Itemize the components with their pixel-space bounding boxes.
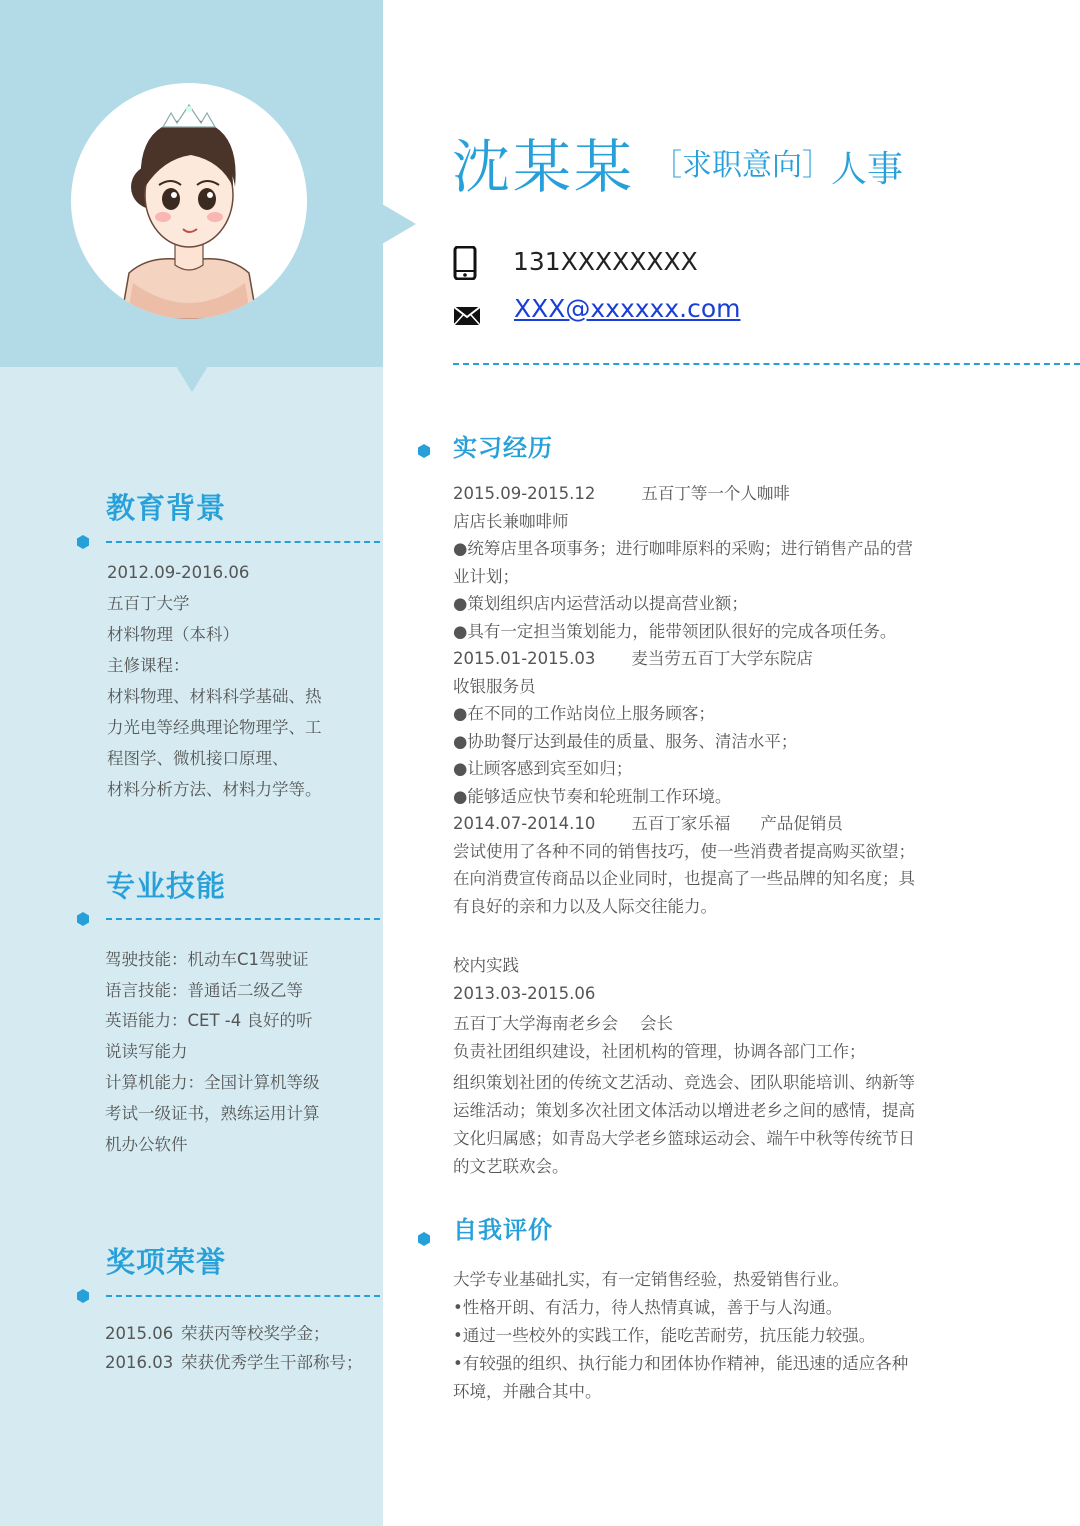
self-eval-line: 大学专业基础扎实，有一定销售经验，热爱销售行业。: [453, 1270, 849, 1289]
campus-practice: [453, 952, 915, 1181]
education-line: 材料分析方法、材料力学等。: [107, 780, 322, 799]
skill-line: 语言技能：普通话二级乙等: [105, 981, 303, 1000]
campus-line: 运维活动；策划多次社团文体活动以增进老乡之间的感情，提高: [453, 1101, 915, 1120]
bullet-icon: ●: [453, 621, 468, 641]
sidebar-pointer-right: [382, 204, 416, 244]
self-eval-content: [453, 1266, 908, 1406]
internship-title: 实习经历: [453, 434, 553, 462]
hexagon-dot-icon: [76, 1289, 90, 1303]
self-eval-line: 环境，并融合其中。: [453, 1382, 602, 1401]
avatar-illustration: [71, 83, 307, 319]
job-header: [453, 810, 915, 838]
campus-line: 组织策划社团的传统文艺活动、竞选会、团队职能培训、纳新等: [453, 1073, 915, 1092]
job-period: 2014.07-2014.10: [453, 814, 596, 833]
job-desc-line: 在向消费宣传商品以企业同时，也提高了一些品牌的知名度；具: [453, 869, 915, 888]
job-bullet-text: 在不同的工作站岗位上服务顾客；: [467, 704, 715, 723]
education-line: 五百丁大学: [107, 594, 190, 613]
job-bullet: [453, 590, 915, 618]
bullet-icon: ●: [453, 786, 468, 806]
job-bullet-continuation: 业计划；: [453, 566, 519, 586]
skills-title: 专业技能: [106, 869, 227, 903]
sidebar-pointer-down: [176, 366, 208, 392]
job-intent-label: ［求职意向］: [652, 148, 832, 183]
honors-title: 奖项荣誉: [106, 1245, 227, 1279]
self-eval-line: •性格开朗、有活力，待人热情真诚，善于与人沟通。: [453, 1298, 843, 1317]
skill-line: 英语能力：CET -4 良好的听: [105, 1011, 313, 1030]
campus-line: 文化归属感；如青岛大学老乡篮球运动会、端午中秋等传统节日: [453, 1129, 915, 1148]
job-bullet: [453, 783, 915, 811]
job-bullet-text: 策划组织店内运营活动以提高营业额；: [467, 594, 748, 613]
job-bullet: [453, 755, 915, 783]
job-period: 2015.09-2015.12: [453, 484, 596, 503]
job-role: 产品促销员: [760, 814, 843, 833]
skills-divider: [76, 912, 380, 926]
education-line: 材料物理（本科）: [107, 625, 239, 644]
hexagon-dot-icon: [417, 1232, 431, 1246]
job-bullet: [453, 700, 915, 728]
header-divider: [453, 363, 1080, 365]
education-divider: [76, 535, 380, 549]
campus-period: 2013.03-2015.06: [453, 983, 596, 1003]
job-role: 店店长兼咖啡师: [453, 511, 569, 531]
job-intent-value: 人事: [831, 149, 904, 190]
bullet-icon: ●: [453, 731, 468, 751]
education-line: 主修课程：: [107, 656, 190, 675]
campus-org: 五百丁大学海南老乡会: [453, 1014, 618, 1033]
job-bullet: [453, 728, 915, 756]
avatar: [71, 83, 307, 319]
self-eval-line: •通过一些校外的实践工作，能吃苦耐劳，抗压能力较强。: [453, 1326, 876, 1345]
education-line: 程图学、微机接口原理、: [107, 749, 289, 768]
bullet-icon: ●: [453, 594, 468, 613]
email-link[interactable]: XXX@xxxxxx.com: [514, 294, 741, 323]
job-header: [453, 645, 915, 673]
job-bullet-text: 让顾客感到宾至如归；: [467, 759, 633, 778]
honor-date: 2015.06: [105, 1324, 174, 1343]
hexagon-dot-icon: [76, 535, 90, 549]
education-line: 材料物理、材料科学基础、热: [107, 687, 322, 706]
skill-line: 计算机能力：全国计算机等级: [105, 1073, 320, 1092]
education-title: 教育背景: [106, 491, 227, 525]
job-bullet: [453, 535, 915, 563]
honor-item: [105, 1320, 363, 1349]
honors-divider: [76, 1289, 380, 1303]
education-details: [107, 557, 322, 805]
honor-item: [105, 1349, 363, 1378]
job-desc-line: 尝试使用了各种不同的销售技巧，使一些消费者提高购买欲望；: [453, 841, 915, 861]
skills-details: [105, 944, 320, 1160]
campus-line: 的文艺联欢会。: [453, 1157, 569, 1176]
skill-line: 说读写能力: [105, 1042, 188, 1061]
skill-line: 考试一级证书，熟练运用计算: [105, 1104, 320, 1123]
job-bullet-text: 协助餐厅达到最佳的质量、服务、清洁水平；: [467, 731, 798, 751]
job-desc-line: 有良好的亲和力以及人际交往能力。: [453, 896, 717, 916]
bullet-icon: ●: [453, 704, 468, 723]
self-eval-title: 自我评价: [453, 1216, 553, 1244]
education-line: 力光电等经典理论物理学、工: [107, 718, 322, 737]
bullet-icon: ●: [453, 539, 468, 558]
honor-text: 荣获优秀学生干部称号；: [181, 1352, 363, 1372]
candidate-name: 沈某某: [452, 133, 636, 201]
hexagon-dot-icon: [76, 912, 90, 926]
skill-line: 机办公软件: [105, 1135, 188, 1154]
job-period: 2015.01-2015.03: [453, 649, 596, 668]
job-role: 收银服务员: [453, 676, 536, 696]
internship-content: [453, 480, 915, 920]
job-bullet-text: 统筹店里各项事务；进行咖啡原料的采购；进行销售产品的营: [467, 539, 913, 558]
self-eval-line: •有较强的组织、执行能力和团体协作精神，能迅速的适应各种: [453, 1354, 909, 1373]
phone-icon: [453, 246, 477, 280]
honors-list: [105, 1320, 363, 1377]
job-company: 麦当劳五百丁大学东院店: [631, 649, 813, 668]
honor-text: 荣获丙等校奖学金；: [181, 1324, 330, 1343]
job-bullet-text: 具有一定担当策划能力，能带领团队很好的完成各项任务。: [467, 621, 897, 641]
campus-header: [453, 1010, 915, 1038]
hexagon-dot-icon: [417, 444, 431, 458]
honor-date: 2016.03: [105, 1352, 174, 1372]
job-company: 五百丁家乐福: [631, 814, 731, 833]
education-line: 2012.09-2016.06: [107, 563, 250, 582]
job-bullet: [453, 618, 915, 646]
bullet-icon: ●: [453, 759, 468, 778]
campus-label: 校内实践: [453, 956, 519, 975]
job-company: 五百丁等一个人咖啡: [641, 484, 790, 503]
job-bullet-text: 能够适应快节奏和轮班制工作环境。: [467, 786, 732, 806]
mail-icon: [453, 306, 481, 326]
skill-line: 驾驶技能：机动车C1驾驶证: [105, 950, 309, 969]
phone-number: 131XXXXXXXX: [513, 247, 698, 276]
campus-line: 负责社团组织建设，社团机构的管理，协调各部门工作；: [453, 1042, 866, 1061]
job-header: [453, 480, 915, 508]
campus-role: 会长: [640, 1014, 673, 1033]
